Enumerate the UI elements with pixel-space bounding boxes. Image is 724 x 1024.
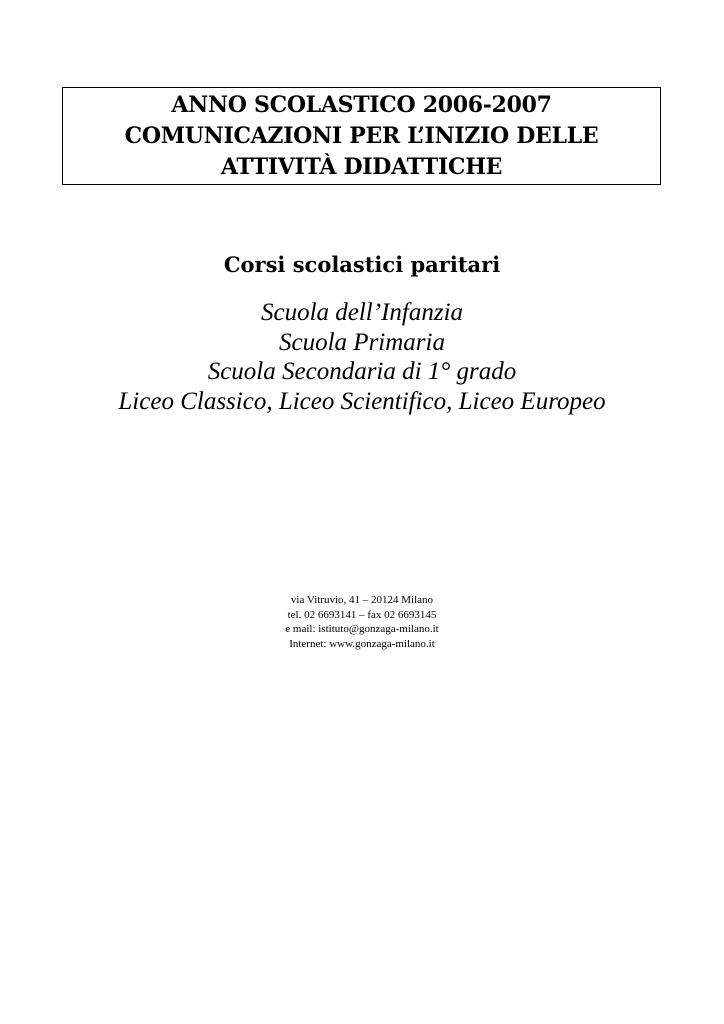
course-item: Liceo Classico, Liceo Scientifico, Liceo Europeo xyxy=(118,387,606,415)
contact-address: via Vitruvio, 41 – 20124 Milano xyxy=(290,594,434,606)
course-list xyxy=(0,298,724,416)
document-title-box xyxy=(62,87,661,185)
title-line-activities: ATTIVITÀ DIDATTICHE xyxy=(220,153,503,180)
contact-website: Internet: www.gonzaga-milano.it xyxy=(289,637,435,650)
title-line-school-year: ANNO SCOLASTICO 2006-2007 xyxy=(171,91,552,118)
contact-block xyxy=(0,593,724,651)
section-subtitle: Corsi scolastici paritari xyxy=(223,252,501,277)
contact-email: e mail: istituto@gonzaga-milano.it xyxy=(285,623,439,635)
course-item: Scuola Primaria xyxy=(279,328,445,356)
title-line-communications: COMUNICAZIONI PER L’INIZIO DELLE xyxy=(124,122,599,149)
course-item: Scuola dell’Infanzia xyxy=(260,299,464,326)
course-item: Scuola Secondaria di 1° grado xyxy=(207,358,517,385)
contact-phone-fax: tel. 02 6693141 – fax 02 6693145 xyxy=(287,608,437,621)
